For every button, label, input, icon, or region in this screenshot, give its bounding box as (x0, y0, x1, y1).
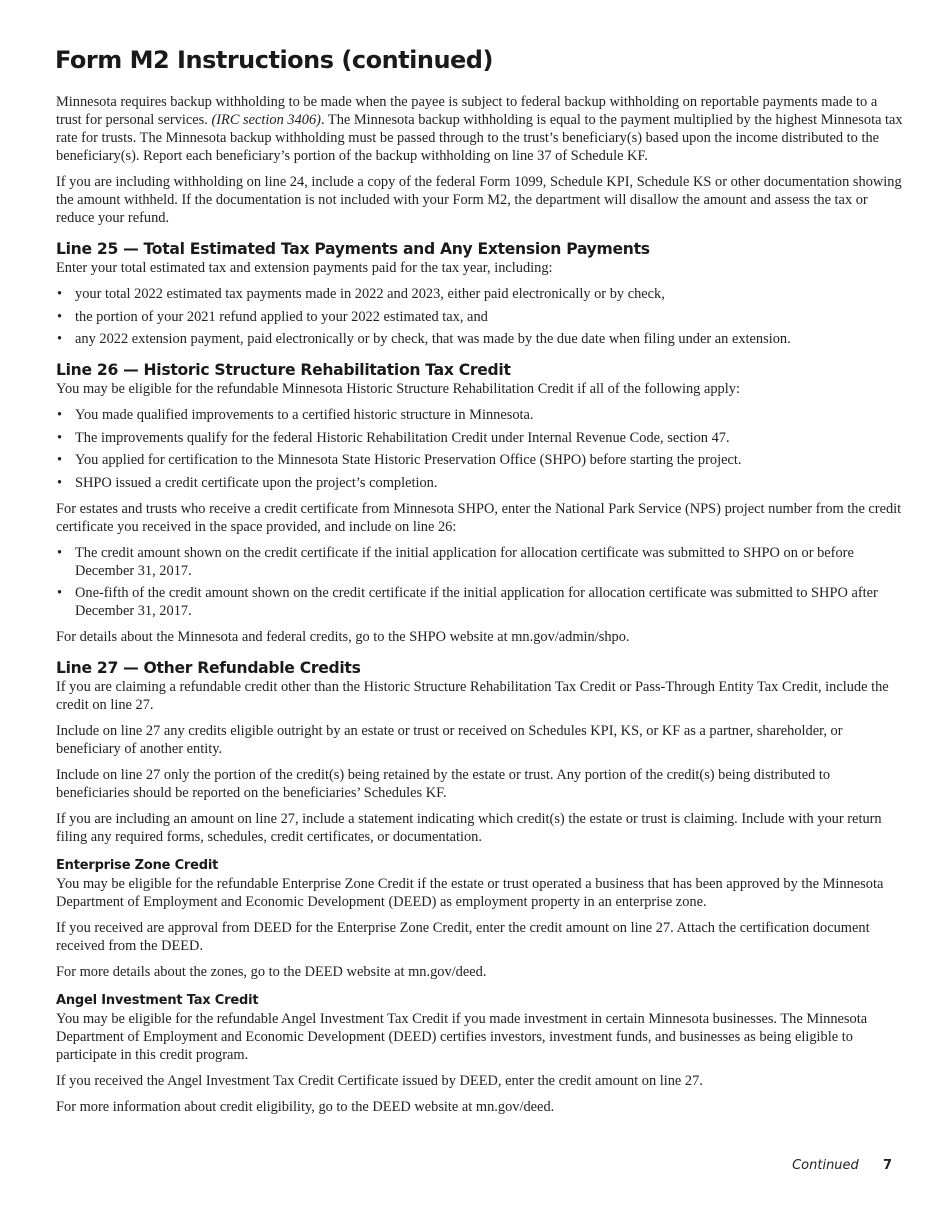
line-27-paragraph-2: Include on line 27 any credits eligible outright by an estate or trust or received on Schedules KPI, KS, or KF as a partner, shareholder, or beneficiary of another entity. (56, 723, 843, 757)
line-25-lead: Enter your total estimated tax and extension payments paid for the tax year, including: (56, 260, 553, 276)
list-item: • SHPO issued a credit certificate upon the project’s completion. (56, 474, 906, 492)
enterprise-zone-heading: Enterprise Zone Credit (56, 858, 219, 873)
line-26-lead: You may be eligible for the refundable Minnesota Historic Structure Rehabilitation Credit if all of the following apply: (56, 381, 740, 397)
line-27-paragraph-1: If you are claiming a refundable credit other than the Historic Structure Rehabilitation Tax Credit or Pass-Through Entity Tax Credit, include the credit on line 27. (56, 679, 889, 713)
line-26-list (56, 406, 906, 492)
page-content (56, 93, 906, 1124)
line-26-heading: Line 26 — Historic Structure Rehabilitation Tax Credit (56, 361, 511, 379)
continued-label: Continued (792, 1158, 859, 1173)
list-item: • the portion of your 2021 refund applied to your 2022 estimated tax, and (56, 308, 906, 326)
enterprise-zone-paragraph-1: You may be eligible for the refundable Enterprise Zone Credit if the estate or trust operated a business that has been approved by the Minnesota Department of Employment and Economic Development (DEED) as employment property in an enterprise zone. (56, 876, 884, 910)
list-item: • any 2022 extension payment, paid electronically or by check, that was made by the due date when filing under an extension. (56, 330, 906, 348)
line-27-heading: Line 27 — Other Refundable Credits (56, 659, 361, 677)
page-title: Form M2 Instructions (continued) (55, 46, 493, 74)
line-25-list (56, 285, 906, 348)
irc-reference: (IRC section 3406) (211, 112, 321, 128)
line-27-paragraph-4: If you are including an amount on line 27, include a statement indicating which credit(s) the estate or trust is claiming. Include with your return filing any required forms, schedules, credit certificates, or documentation. (56, 811, 882, 845)
list-item: • The credit amount shown on the credit certificate if the initial application for allocation certificate was submitted to SHPO on or before December 31, 2017. (56, 544, 906, 580)
intro-text-b: . The Minnesota backup withholding is equal to the payment multiplied by the highest Minnesota tax rate for trusts. The Minnesota backup withholding must be passed through to the trust’s beneficiary(s) based upon the income distributed to the beneficiary(s). Report each beneficiary’s portion of the backup withholding on line 37 of Schedule KF. (56, 112, 903, 164)
angel-investment-paragraph-3: For more information about credit eligibility, go to the DEED website at mn.gov/deed. (56, 1099, 555, 1115)
list-item: • your total 2022 estimated tax payments made in 2022 and 2023, either paid electronically or by check, (56, 285, 906, 303)
list-item: • You applied for certification to the Minnesota State Historic Preservation Office (SHPO) before starting the project. (56, 451, 906, 469)
enterprise-zone-paragraph-2: If you received are approval from DEED for the Enterprise Zone Credit, enter the credit amount on line 27. Attach the certification document received from the DEED. (56, 920, 870, 954)
page-number: 7 (882, 1158, 892, 1173)
list-item: • You made qualified improvements to a certified historic structure in Minnesota. (56, 406, 906, 424)
intro-paragraph-2: If you are including withholding on line 24, include a copy of the federal Form 1099, Schedule KPI, Schedule KS or other documentation showing the amount withheld. If the documentation is not included with your Form M2, the department will disallow the amount and assess the tax or reduce your refund. (56, 174, 902, 226)
list-item: • One-fifth of the credit amount shown on the credit certificate if the initial application for allocation certificate was submitted to SHPO after December 31, 2017. (56, 584, 906, 620)
angel-investment-paragraph-2: If you received the Angel Investment Tax Credit Certificate issued by DEED, enter the credit amount on line 27. (56, 1073, 703, 1089)
angel-investment-heading: Angel Investment Tax Credit (56, 993, 259, 1008)
page-footer (792, 1158, 892, 1173)
line-25-heading: Line 25 — Total Estimated Tax Payments and Any Extension Payments (56, 240, 650, 258)
line-27-paragraph-3: Include on line 27 only the portion of the credit(s) being retained by the estate or trust. Any portion of the credit(s) being distributed to beneficiaries should be reported on the beneficiaries’ Schedules KF. (56, 767, 831, 801)
line-26-paragraph-3: For details about the Minnesota and federal credits, go to the SHPO website at mn.gov/admin/shpo. (56, 629, 630, 645)
enterprise-zone-paragraph-3: For more details about the zones, go to the DEED website at mn.gov/deed. (56, 964, 487, 980)
intro-paragraph-1 (56, 93, 906, 165)
list-item: • The improvements qualify for the federal Historic Rehabilitation Credit under Internal Revenue Code, section 47. (56, 429, 906, 447)
line-26-paragraph-2: For estates and trusts who receive a credit certificate from Minnesota SHPO, enter the National Park Service (NPS) project number from the credit certificate you received in the space provided, and include on line 26: (56, 500, 902, 535)
intro-text-a: Minnesota requires backup withholding to be made when the payee is subject to federal backup withholding on reportable payments made to a trust for personal services. (56, 94, 878, 128)
line-26-list-2 (56, 544, 906, 621)
angel-investment-paragraph-1: You may be eligible for the refundable Angel Investment Tax Credit if you made investment in certain Minnesota businesses. The Minnesota Department of Employment and Economic Development (DEED) certifies investors, investment funds, and businesses as being eligible to participate in this credit program. (56, 1011, 868, 1063)
